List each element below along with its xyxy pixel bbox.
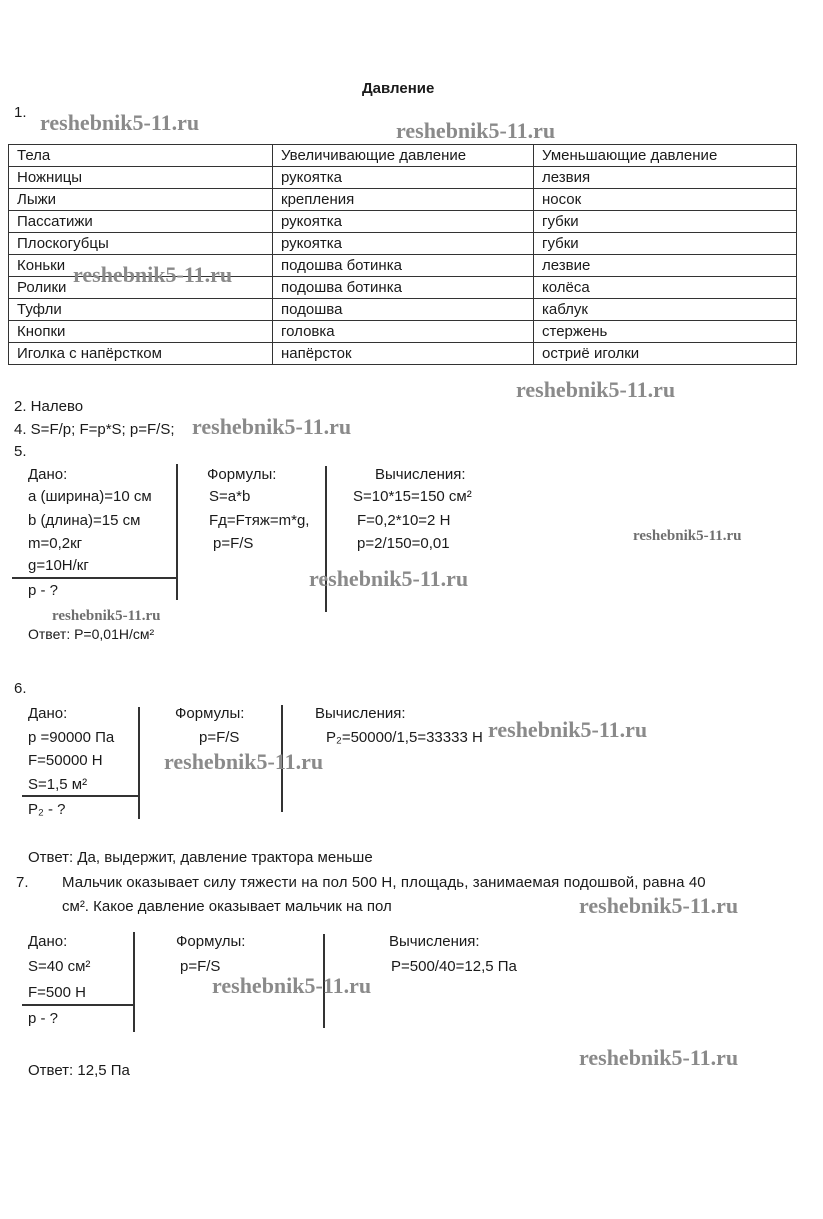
task7-number: 7.	[16, 874, 29, 891]
task5-column-divider	[176, 464, 178, 600]
table-cell: губки	[534, 211, 797, 233]
task5-given-item: a (ширина)=10 см	[28, 488, 152, 505]
page-title: Давление	[362, 80, 435, 97]
table-cell: Иголка с напёрстком	[9, 343, 273, 365]
table-cell: Лыжи	[9, 189, 273, 211]
task7-calc-label: Вычисления:	[389, 933, 480, 950]
task5-given-item: g=10Н/кг	[28, 557, 89, 574]
table-cell: стержень	[534, 321, 797, 343]
task1-number: 1.	[14, 104, 27, 121]
task7-find: p - ?	[28, 1010, 59, 1027]
task7-text-line2: см². Какое давление оказывает мальчик на пол	[62, 898, 392, 915]
task6-given-divider	[22, 795, 139, 797]
task5-answer: Ответ: P=0,01Н/см²	[28, 626, 155, 642]
table-cell: рукоятка	[273, 211, 534, 233]
table-cell: лезвия	[534, 167, 797, 189]
task5-given-label: Дано:	[28, 466, 68, 483]
table-cell: колёса	[534, 277, 797, 299]
table-row	[9, 189, 797, 211]
table-cell: Ножницы	[9, 167, 273, 189]
task5-find: p - ?	[28, 582, 59, 599]
table-cell: подошва ботинка	[273, 277, 534, 299]
task6-calc-label: Вычисления:	[315, 705, 406, 722]
watermark: reshebnik5-11.ru	[212, 973, 372, 998]
table-row	[9, 343, 797, 365]
header-cell: Увеличивающие давление	[273, 145, 534, 167]
task6-given-item: F=50000 Н	[28, 752, 103, 769]
task5-formula: Fд=Fтяж=m*g,	[209, 512, 310, 529]
task6-number: 6.	[14, 680, 27, 697]
task5-given-item: m=0,2кг	[28, 535, 83, 552]
task7-given-item: S=40 см²	[28, 958, 91, 975]
watermark: reshebnik5-11.ru	[579, 893, 739, 918]
task6-column-divider	[138, 707, 140, 819]
task6-find: P₂ - ?	[28, 801, 66, 818]
watermark: reshebnik5-11.ru	[73, 262, 233, 287]
task4-answer: 4. S=F/p; F=p*S; p=F/S;	[14, 421, 175, 438]
task7-given-divider	[22, 1004, 135, 1006]
task7-text-line1: Мальчик оказывает силу тяжести на пол 500 Н, площадь, занимаемая подошвой, равна 40	[62, 874, 706, 891]
table-cell: рукоятка	[273, 167, 534, 189]
table-cell: Пассатижи	[9, 211, 273, 233]
table-cell: лезвие	[534, 255, 797, 277]
watermark: reshebnik5-11.ru	[52, 608, 161, 624]
task5-formula: p=F/S	[213, 535, 254, 552]
table-row	[9, 211, 797, 233]
table-cell: напёрсток	[273, 343, 534, 365]
watermark: reshebnik5-11.ru	[40, 110, 200, 135]
task6-answer: Ответ: Да, выдержит, давление трактора меньше	[28, 849, 373, 866]
watermark: reshebnik5-11.ru	[164, 749, 324, 774]
watermark: reshebnik5-11.ru	[579, 1045, 739, 1070]
task7-answer: Ответ: 12,5 Па	[28, 1062, 130, 1079]
task7-given-label: Дано:	[28, 933, 68, 950]
task6-calc: P₂=50000/1,5=33333 Н	[326, 729, 483, 746]
table-row	[9, 233, 797, 255]
table-cell: остриё иголки	[534, 343, 797, 365]
table-cell: головка	[273, 321, 534, 343]
table-cell: Ролики	[9, 277, 273, 299]
table-cell: подошва	[273, 299, 534, 321]
task7-formula: p=F/S	[180, 958, 221, 975]
watermark: reshebnik5-11.ru	[516, 377, 676, 402]
task5-formulas-label: Формулы:	[207, 466, 277, 483]
task5-calc: S=10*15=150 см²	[353, 488, 472, 505]
watermark: reshebnik5-11.ru	[633, 528, 742, 544]
task6-given-item: p =90000 Па	[28, 729, 115, 746]
watermark: reshebnik5-11.ru	[192, 414, 352, 439]
table-cell: Кнопки	[9, 321, 273, 343]
table-cell: каблук	[534, 299, 797, 321]
table-cell: рукоятка	[273, 233, 534, 255]
task7-given-item: F=500 Н	[28, 984, 86, 1001]
table-cell: Туфли	[9, 299, 273, 321]
watermark: reshebnik5-11.ru	[309, 566, 469, 591]
task7-calc: P=500/40=12,5 Па	[391, 958, 517, 975]
table-cell: носок	[534, 189, 797, 211]
table-cell: Плоскогубцы	[9, 233, 273, 255]
header-cell: Уменьшающие давление	[534, 145, 797, 167]
watermark: reshebnik5-11.ru	[488, 717, 648, 742]
table-header-row	[9, 145, 797, 167]
watermark: reshebnik5-11.ru	[396, 118, 556, 143]
table-cell: губки	[534, 233, 797, 255]
task5-given-divider	[12, 577, 176, 579]
task5-calc-label: Вычисления:	[375, 466, 466, 483]
task7-formulas-label: Формулы:	[176, 933, 246, 950]
task5-formula: S=a*b	[209, 488, 251, 505]
task7-column-divider	[133, 932, 135, 1032]
task5-given-item: b (длина)=15 см	[28, 512, 141, 529]
task5-calc: F=0,2*10=2 Н	[357, 512, 451, 529]
task6-given-item: S=1,5 м²	[28, 776, 88, 793]
table-cell: подошва ботинка	[273, 255, 534, 277]
table-cell: Коньки	[9, 255, 273, 277]
task6-formulas-label: Формулы:	[175, 705, 245, 722]
table-row	[9, 321, 797, 343]
task5-number: 5.	[14, 443, 27, 460]
task6-given-label: Дано:	[28, 705, 68, 722]
pressure-table	[8, 144, 797, 365]
task2-answer: 2. Налево	[14, 398, 84, 415]
table-row	[9, 167, 797, 189]
table-cell: крепления	[273, 189, 534, 211]
task5-calc: p=2/150=0,01	[357, 535, 450, 552]
table-row	[9, 299, 797, 321]
header-cell: Тела	[9, 145, 273, 167]
task6-formula: p=F/S	[199, 729, 240, 746]
